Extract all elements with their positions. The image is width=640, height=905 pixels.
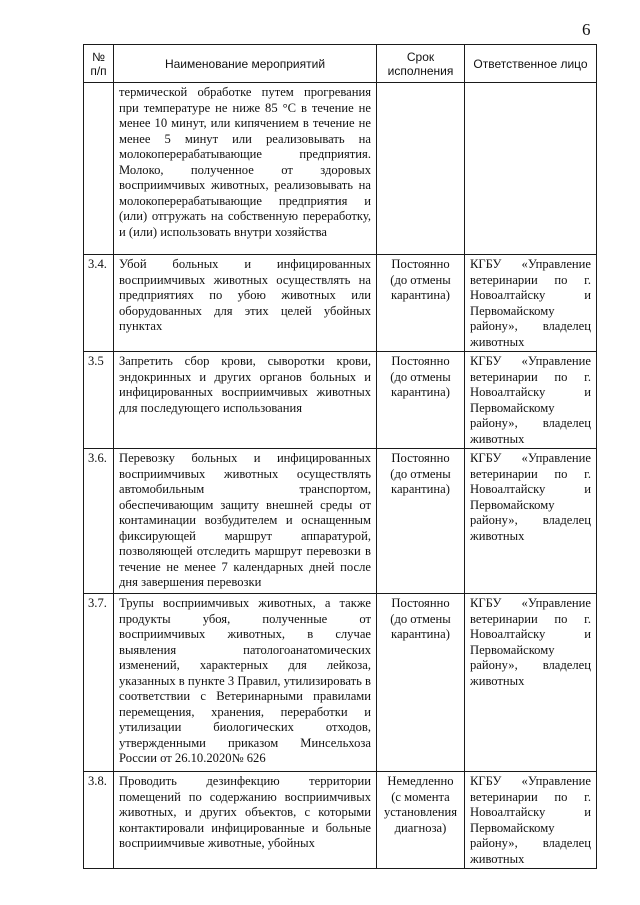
header-responsible: Ответственное лицо [465,45,597,83]
table-row [84,594,597,772]
row-action: Запретить сбор крови, сыворотки крови, эндокринных и других органов больных и инфицированных восприимчивых животных для последующего использования [114,352,377,449]
row-term: Немедленно (с момента установления диагноза) [377,772,465,869]
table-header-row [84,45,597,83]
header-action: Наименование мероприятий [114,45,377,83]
row-action: Трупы восприимчивых животных, а также продукты убоя, полученные от восприимчивых животных, в случае выявления патологоанатомических изменений, характерных для лейкоза, указанных в пункте 3 Правил, утилизировать в соответствии с Ветеринарными правилами перемещения, хранения, переработки и утилизации биологических отходов, утвержденными приказом Минсельхоза России от 26.10.2020№ 626 [114,594,377,772]
row-term [377,83,465,255]
row-action: Перевозку больных и инфицированных восприимчивых животных осуществлять автомобильным транспортом, обеспечивающим защиту внешней среды от контаминации возбудителем и оснащенным фиксирующей маршрут аппаратурой, позволяющей отследить маршрут перевозки в течение не менее 7 календарных дней после дня завершения перевозки [114,449,377,594]
table-row [84,772,597,869]
table-row [84,255,597,352]
page-number: 6 [582,20,591,39]
table-row [84,449,597,594]
table-row [84,352,597,449]
row-num: 3.8. [84,772,114,869]
header-term: Срок исполнения [377,45,465,83]
row-term: Постоянно (до отмены карантина) [377,352,465,449]
row-responsible: КГБУ «Управление ветеринарии по г. Новоалтайску и Первомайскому району», владелец животных [465,352,597,449]
row-num: 3.6. [84,449,114,594]
row-responsible: КГБУ «Управление ветеринарии по г. Новоалтайску и Первомайскому району», владелец животных [465,255,597,352]
row-action: термической обработке путем прогревания при температуре не ниже 85 °С в течение не менее 10 минут, или кипячением в течение не менее 5 минут или реализовывать на молокоперерабатывающие предприятия. Молоко, полученное от здоровых восприимчивых животных, реализовывать на молокоперерабатывающие предприятия и (или) отгружать на собственную переработку, и (или) использовать внутри хозяйства [114,83,377,255]
table-row [84,83,597,255]
row-num: 3.4. [84,255,114,352]
row-action: Убой больных и инфицированных восприимчивых животных осуществлять на предприятиях по убою животных или оборудованных для этих целей убойных пунктах [114,255,377,352]
row-responsible [465,83,597,255]
row-term: Постоянно (до отмены карантина) [377,594,465,772]
row-responsible: КГБУ «Управление ветеринарии по г. Новоалтайску и Первомайскому району», владелец животных [465,772,597,869]
row-num: 3.5 [84,352,114,449]
measures-table [83,44,597,869]
header-num: № п/п [84,45,114,83]
row-term: Постоянно (до отмены карантина) [377,449,465,594]
row-num [84,83,114,255]
row-action: Проводить дезинфекцию территории помещений по содержанию восприимчивых животных, и других объектов, с которыми контактировали инфицированные и больные восприимчивые животные, убойных [114,772,377,869]
row-responsible: КГБУ «Управление ветеринарии по г. Новоалтайску и Первомайскому району», владелец животных [465,449,597,594]
row-term: Постоянно (до отмены карантина) [377,255,465,352]
row-num: 3.7. [84,594,114,772]
row-responsible: КГБУ «Управление ветеринарии по г. Новоалтайску и Первомайскому району», владелец животных [465,594,597,772]
